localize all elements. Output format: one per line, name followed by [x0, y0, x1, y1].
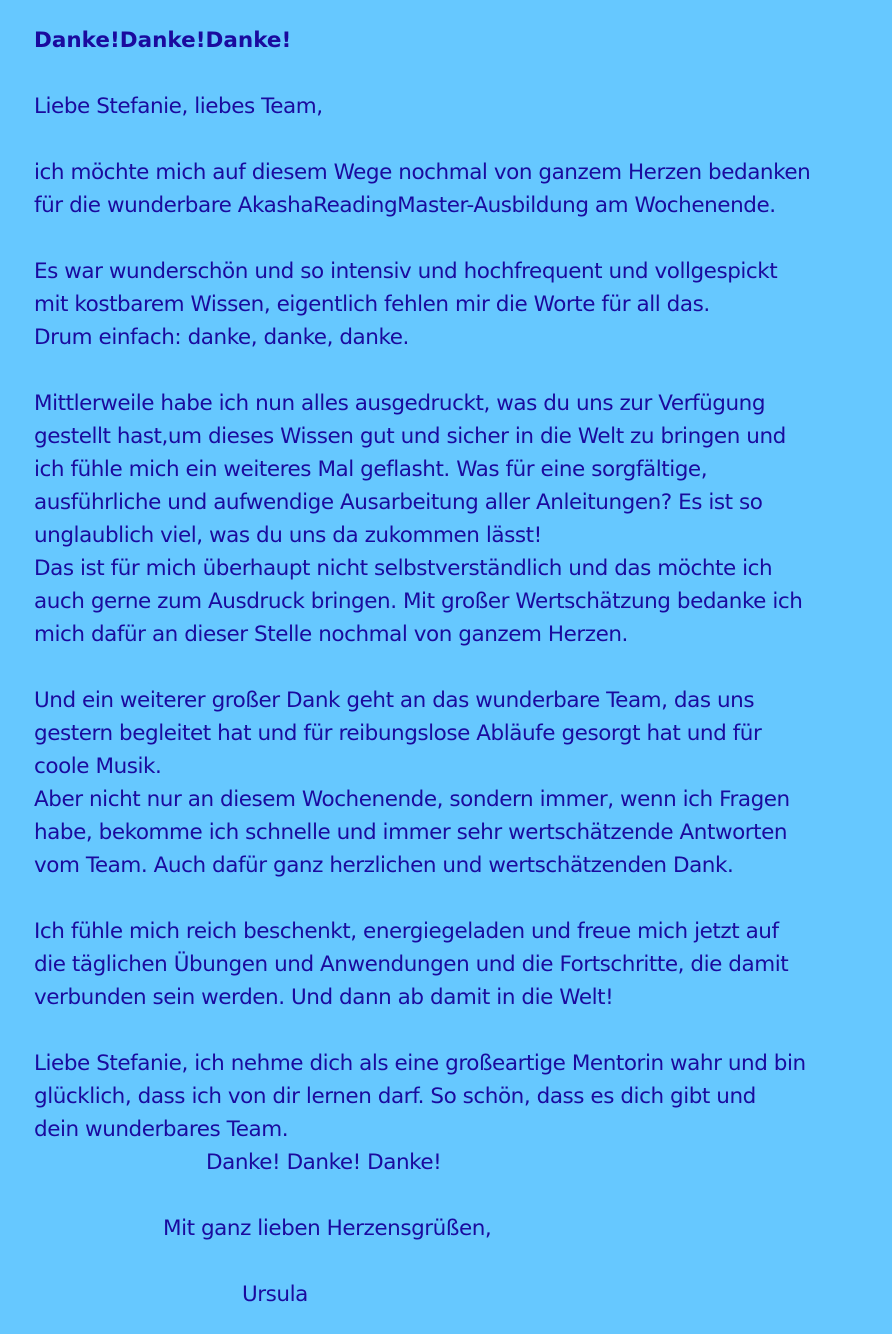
text-line: die täglichen Übungen und Anwendungen und die Fortschritte, die damit: [34, 952, 789, 977]
spacer: [34, 123, 872, 156]
text-line: Drum einfach: danke, danke, danke.: [34, 325, 409, 350]
closing-block: [34, 1146, 872, 1311]
text-line: ich fühle mich ein weiteres Mal geflasht. Was für eine sorgfältige,: [34, 457, 708, 482]
letter-title: Danke!Danke!Danke!: [34, 28, 292, 53]
text-line: ich möchte mich auf diesem Wege nochmal von ganzem Herzen bedanken: [34, 160, 811, 185]
text-line: Es war wunderschön und so intensiv und hochfrequent und vollgespickt: [34, 259, 778, 284]
text-line: mit kostbarem Wissen, eigentlich fehlen mir die Worte für all das.: [34, 292, 710, 317]
text-line: Ich fühle mich reich beschenkt, energiegeladen und freue mich jetzt auf: [34, 919, 779, 944]
spacer: [34, 1179, 872, 1212]
text-line: gestern begleitet hat und für reibungslose Abläufe gesorgt hat und für: [34, 721, 762, 746]
paragraph-1: [34, 156, 872, 222]
spacer: [34, 222, 872, 255]
spacer: [34, 1014, 872, 1047]
spacer: [34, 651, 872, 684]
text-line: dein wunderbares Team.: [34, 1117, 289, 1142]
greeting-line: Liebe Stefanie, liebes Team,: [34, 94, 323, 119]
text-line: Mittlerweile habe ich nun alles ausgedruckt, was du uns zur Verfügung: [34, 391, 766, 416]
text-line: vom Team. Auch dafür ganz herzlichen und wertschätzenden Dank.: [34, 853, 734, 878]
text-line: habe, bekomme ich schnelle und immer sehr wertschätzende Antworten: [34, 820, 788, 845]
text-line: auch gerne zum Ausdruck bringen. Mit großer Wertschätzung bedanke ich: [34, 589, 803, 614]
text-line: ausführliche und aufwendige Ausarbeitung aller Anleitungen? Es ist so: [34, 490, 763, 515]
text-line: Das ist für mich überhaupt nicht selbstverständlich und das möchte ich: [34, 556, 773, 581]
paragraph-5: [34, 915, 872, 1014]
text-line: Und ein weiterer großer Dank geht an das wunderbare Team, das uns: [34, 688, 755, 713]
spacer: [34, 57, 872, 90]
greeting: [34, 90, 872, 123]
spacer: [34, 354, 872, 387]
paragraph-2: [34, 255, 872, 354]
text-line: coole Musik.: [34, 754, 162, 779]
signature: Ursula: [242, 1282, 308, 1307]
spacer: [34, 1245, 872, 1278]
text-line: Aber nicht nur an diesem Wochenende, sondern immer, wenn ich Fragen: [34, 787, 790, 812]
paragraph-6: [34, 1047, 872, 1146]
text-line: verbunden sein werden. Und dann ab damit in die Welt!: [34, 985, 614, 1010]
text-line: glücklich, dass ich von dir lernen darf. So schön, dass es dich gibt und: [34, 1084, 756, 1109]
text-line: unglaublich viel, was du uns da zukommen lässt!: [34, 523, 542, 548]
text-line: gestellt hast,um dieses Wissen gut und sicher in die Welt zu bringen und: [34, 424, 786, 449]
text-line: für die wunderbare AkashaReadingMaster-Ausbildung am Wochenende.: [34, 193, 776, 218]
spacer: [34, 882, 872, 915]
text-line: mich dafür an dieser Stelle nochmal von ganzem Herzen.: [34, 622, 628, 647]
text-line: Liebe Stefanie, ich nehme dich als eine großeartige Mentorin wahr und bin: [34, 1051, 806, 1076]
paragraph-4: [34, 684, 872, 882]
closing-thanks: Danke! Danke! Danke!: [206, 1150, 442, 1175]
paragraph-3: [34, 387, 872, 651]
closing-regards: Mit ganz lieben Herzensgrüßen,: [163, 1216, 492, 1241]
